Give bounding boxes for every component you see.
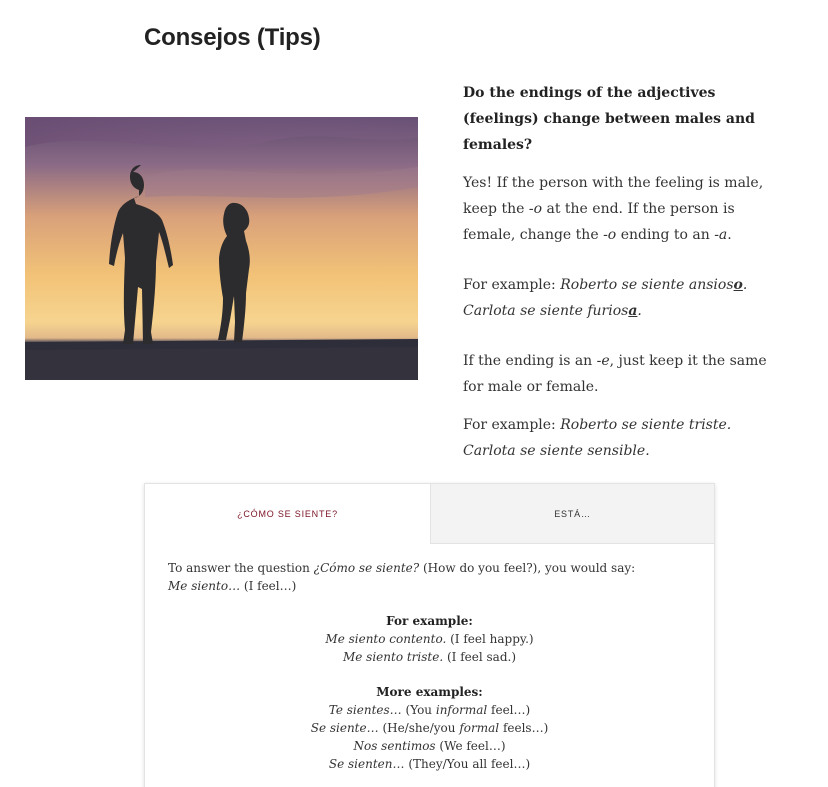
tips-text [463,80,783,476]
more-example-item: Te sientes… (You informal feel…) [328,703,531,717]
more-example-item: Nos sentimos (We feel…) [353,739,506,753]
more-example-item: Se siente… (He/she/you formal feels…) [310,721,549,735]
tips-ending-e: If the ending is an -e, just keep it the same for male or female. [463,353,767,395]
tab-esta[interactable]: ESTÁ… [430,484,714,544]
tab-como-se-siente[interactable]: ¿CÓMO SE SIENTE? [145,484,430,544]
tips-example-2: For example: Roberto se siente triste. Carlota se siente sensible. [463,417,732,459]
tab-content [145,544,714,773]
tips-example-1: For example: Roberto se siente ansioso. Carlota se siente furiosa. [463,277,748,319]
couple-silhouette-photo [25,117,418,380]
for-example-block: For example: Me siento contento. (I feel happy.) Me siento triste. (I feel sad.) [168,612,691,666]
page-title: Consejos (Tips) [144,24,321,51]
example-item: Me siento triste. (I feel sad.) [342,650,517,664]
more-example-item: Se sienten… (They/You all feel…) [328,757,531,771]
tab-intro: To answer the question ¿Cómo se siente? (How do you feel?), you would say: Me siento… (I feel…) [168,561,636,593]
tab-bar [145,484,714,544]
tabs-panel [144,483,715,787]
tips-question: Do the endings of the adjectives (feelings) change between males and females? [463,85,755,153]
example-item: Me siento contento. (I feel happy.) [325,632,534,646]
more-examples-block: More examples: Te sientes… (You informal feel…) Se siente… (He/she/you formal feels…) Nos sentimos (We feel…) Se sienten… (They/You all feel…) [168,683,691,773]
tips-answer: Yes! If the person with the feeling is male, keep the -o at the end. If the person is female, change the -o ending to an -a. [463,175,764,243]
